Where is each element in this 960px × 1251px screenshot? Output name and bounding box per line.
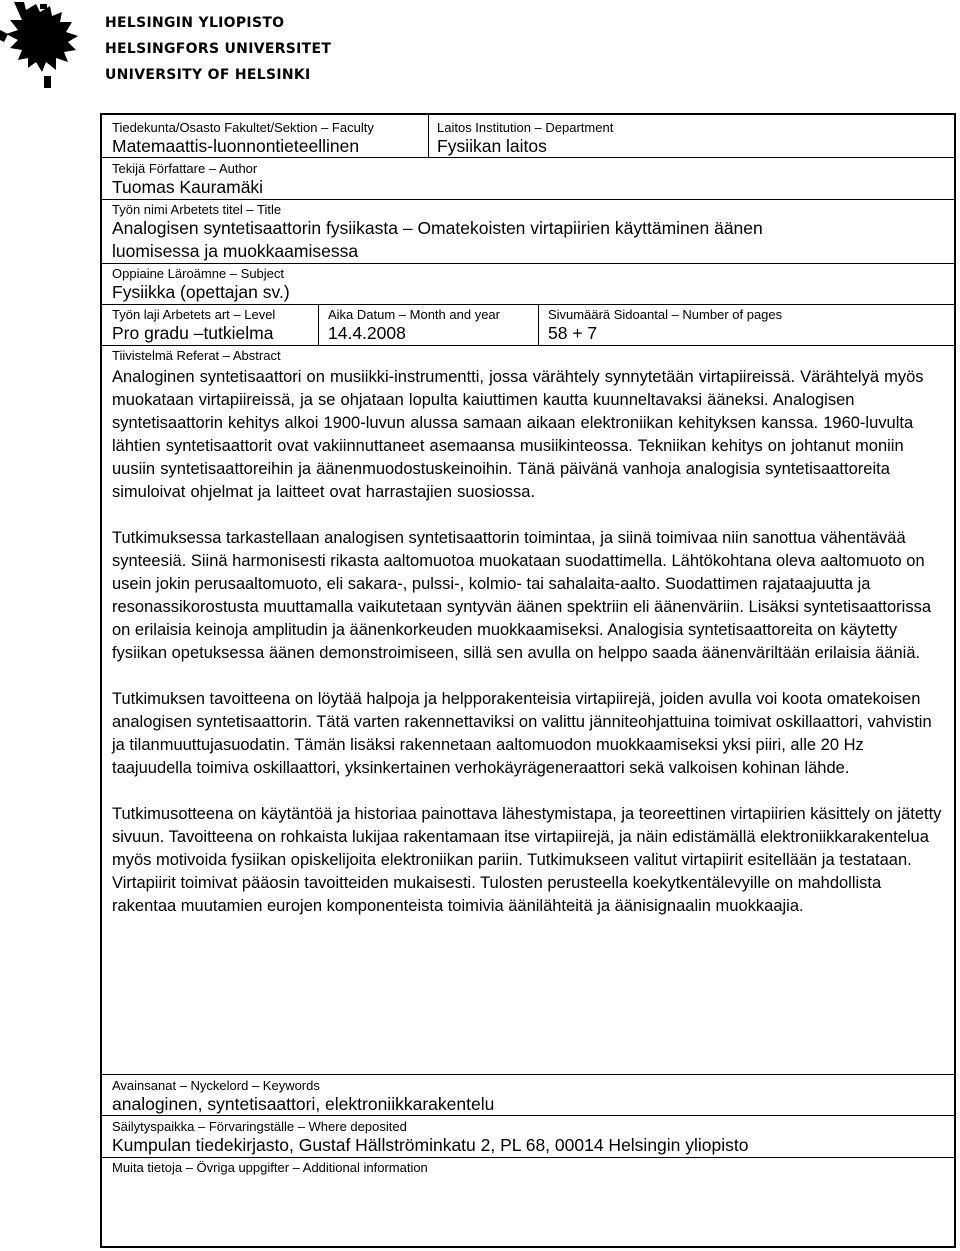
faculty-value: Matemaattis-luonnontieteellinen bbox=[112, 136, 360, 156]
divider bbox=[102, 1115, 954, 1116]
divider bbox=[428, 115, 429, 157]
level-value: Pro gradu –tutkielma bbox=[112, 323, 274, 343]
divider bbox=[538, 304, 539, 345]
level-label: Työn laji Arbetets art – Level bbox=[112, 307, 276, 322]
divider bbox=[102, 263, 954, 264]
pages-value: 58 + 7 bbox=[548, 323, 598, 343]
deposited-label: Säilytyspaikka – Förvaringställe – Where deposited bbox=[112, 1119, 407, 1134]
pages-label: Sivumäärä Sidoantal – Number of pages bbox=[548, 307, 783, 322]
title-label: Työn nimi Arbetets titel – Title bbox=[112, 202, 282, 217]
abstract-paragraph: Tutkimuksen tavoitteena on löytää halpoja ja helpporakenteisia virtapiirejä, joiden avulla voi koota omatekoisen analogisen syntetisaattorin. Tätä varten rakennettaviksi on valittu jänniteohjattuina toimivat oskillaattori, vahvistin ja tilanmuuttujasuodatin. Tämän lisäksi rakennetaan aaltomuodon muokkaamiseksi yksi piiri, alle 20 Hz taajuudella toimiva oskillaattori, yksinkertainen verhokäyrägeneraattori sekä valkoisen kohinan lähde. bbox=[112, 690, 932, 777]
divider bbox=[102, 345, 954, 346]
divider bbox=[102, 304, 954, 305]
divider bbox=[102, 1074, 954, 1075]
keywords-value: analoginen, syntetisaattori, elektroniikkarakentelu bbox=[112, 1094, 495, 1114]
university-name bbox=[105, 10, 331, 88]
subject-label: Oppiaine Läroämne – Subject bbox=[112, 266, 285, 281]
abstract-text bbox=[112, 366, 948, 941]
university-name-fi: HELSINGIN YLIOPISTO bbox=[105, 15, 285, 31]
faculty-label: Tiedekunta/Osasto Fakultet/Sektion – Faculty bbox=[112, 120, 374, 135]
divider bbox=[102, 157, 954, 158]
keywords-label: Avainsanat – Nyckelord – Keywords bbox=[112, 1078, 320, 1093]
additional-info-label: Muita tietoja – Övriga uppgifter – Additional information bbox=[112, 1160, 428, 1175]
abstract-paragraph: Analoginen syntetisaattori on musiikki-instrumentti, jossa värähtely synnytetään virtapiireissä. Värähtelyä myös muokataan virtapiireissä, ja se ohjataan lopulta kaiuttimen kautta kuunneltavaksi ääneksi. Analogisen syntetisaattorin kehitys alkoi 1900-luvun alussa samaan aikaan elektroniikan kehityksen kanssa. 1960-luvulta lähtien syntetisaattorit ovat vakiinnuttaneet asemaansa musiikinteossa. Tekniikan kehitys on johtanut moniin uusiin syntetisaattoreihin ja äänenmuodostuskeinoihin. Tänä päivänä vanhoja analogisia syntetisaattoreita simuloivat ohjelmat ja laitteet ovat harrastajien suosiossa. bbox=[112, 368, 924, 501]
author-label: Tekijä Författare – Author bbox=[112, 161, 258, 176]
author-value: Tuomas Kauramäki bbox=[112, 177, 264, 197]
subject-value: Fysiikka (opettajan sv.) bbox=[112, 282, 290, 302]
department-value: Fysiikan laitos bbox=[437, 136, 547, 156]
abstract-paragraph: Tutkimuksessa tarkastellaan analogisen syntetisaattorin toimintaa, ja siinä toimivaa niin sanottua vähentävää synteesiä. Siinä harmonisesti rikasta aaltomuotoa muokataan suodattimella. Lähtökohtana oleva aaltomuoto on usein jokin perusaaltomuoto, eli sakara-, pulssi-, kolmio- tai sahalaita-aalto. Suodattimen rajataajuutta ja resonassikorostusta muuttamalla vaikutetaan syntyvän äänen spektriin eli äänenväriin. Lisäksi syntetisaattorissa on erilaisia keinoja amplitudin ja äänenkorkeuden muokkaamiseksi. Analogisia syntetisaattoreita on käytetty fysiikan opetuksessa äänen demonstroimiseen, sillä sen avulla on helppo saada äänenväriltään erilaisia ääniä. bbox=[112, 529, 932, 662]
deposited-value: Kumpulan tiedekirjasto, Gustaf Hällströminkatu 2, PL 68, 00014 Helsingin yliopisto bbox=[112, 1135, 749, 1155]
university-name-en: UNIVERSITY OF HELSINKI bbox=[105, 67, 311, 83]
date-value: 14.4.2008 bbox=[328, 323, 406, 343]
abstract-label: Tiivistelmä Referat – Abstract bbox=[112, 348, 281, 363]
title-line-2: luomisessa ja muokkaamisessa bbox=[112, 241, 359, 261]
abstract-paragraph: Tutkimusotteena on käytäntöä ja historiaa painottava lähestymistapa, ja teoreettinen virtapiirien käsittely on jätetty sivuun. Tavoitteena on rohkaista lukijaa rakentamaan itse virtapiirejä, ja näin edistämällä elektroniikkarakentelua myös motivoida fysiikan opiskelijoita elektroniikan pariin. Tutkimukseen valitut virtapiirit esitellään ja testataan. Virtapiirit toimivat pääosin tavoitteiden mukaisesti. Tulosten perusteella koekytkentälevyille on mahdollista rakentaa muutamien eurojen komponenteista toimivia äänilähteitä ja äänisignaalin muokkaajia. bbox=[112, 805, 942, 915]
date-label: Aika Datum – Month and year bbox=[328, 307, 500, 322]
university-logo-icon bbox=[0, 0, 90, 90]
divider bbox=[318, 304, 319, 345]
title-line-1: Analogisen syntetisaattorin fysiikasta – Omatekoisten virtapiirien käyttäminen äänen bbox=[112, 218, 763, 238]
thesis-abstract-form bbox=[100, 113, 956, 1248]
university-name-sv: HELSINGFORS UNIVERSITET bbox=[105, 41, 332, 57]
department-label: Laitos Institution – Department bbox=[437, 120, 614, 135]
divider bbox=[102, 1157, 954, 1158]
divider bbox=[102, 199, 954, 200]
